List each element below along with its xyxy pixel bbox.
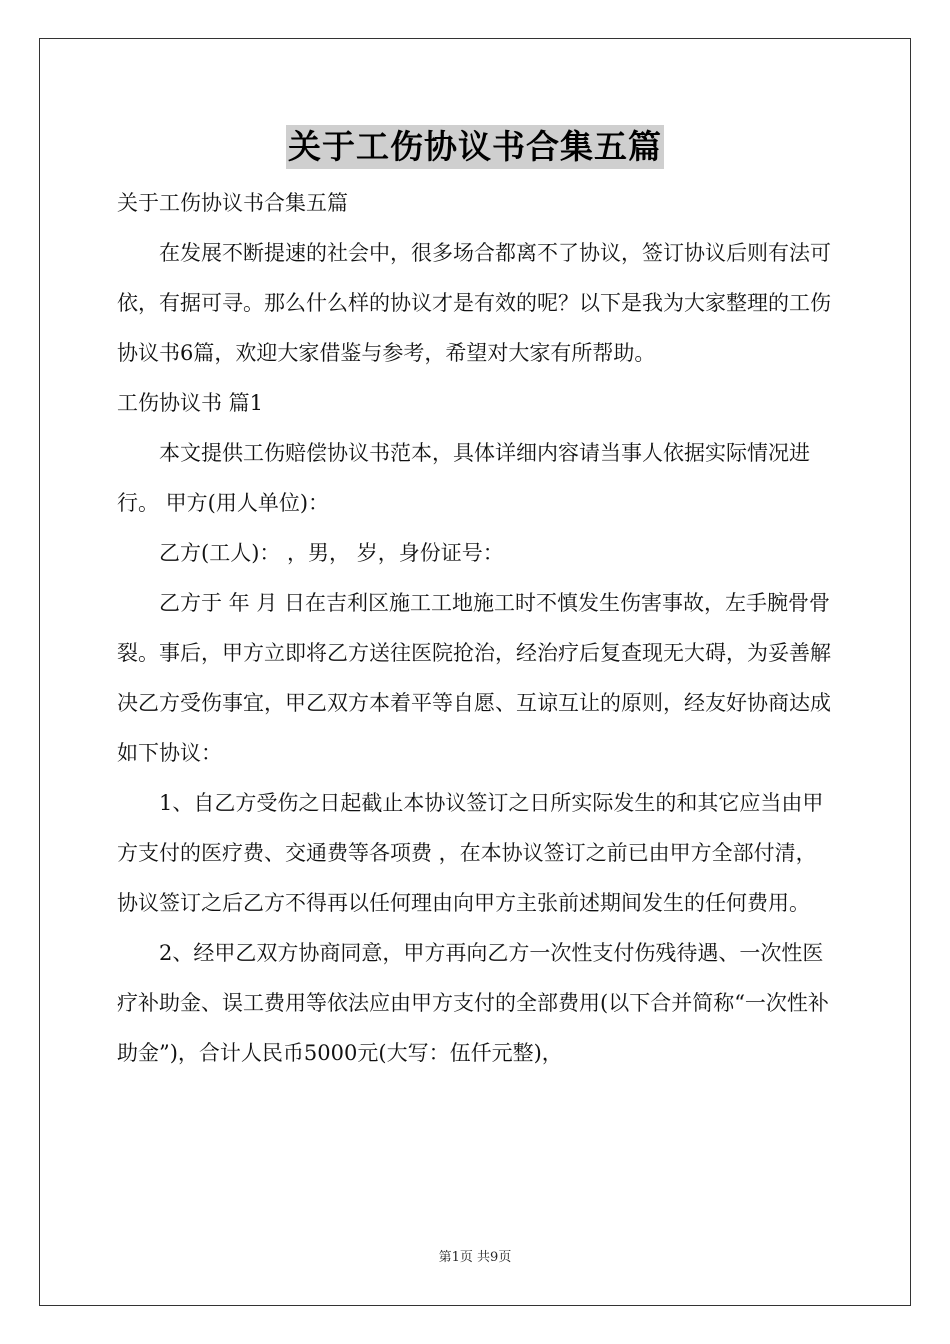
page-footer: 第1页 共9页 [438, 1250, 512, 1265]
paragraph-party-b: 乙方(工人)： ，男， 岁，身份证号： [159, 541, 504, 565]
paragraph-intro: 在发展不断提速的社会中，很多场合都离不了协议，签订协议后则有法可依，有据可寻。那么什么样的协议才是有效的呢？以下是我为大家整理的工伤协议书6篇，欢迎大家借鉴与参考，希望对大家有所帮助。 [117, 241, 831, 365]
document-title: 关于工伤协议书合集五篇 [286, 125, 664, 169]
title-container [0, 125, 950, 169]
paragraph-clause-2: 2、经甲乙双方协商同意，甲方再向乙方一次性支付伤残待遇、一次性医疗补助金、误工费用等依法应由甲方支付的全部费用(以下合并简称“一次性补助金”)，合计人民币5000元(大写：伍仟元整)， [117, 941, 829, 1065]
section-heading: 工伤协议书 篇1 [117, 391, 264, 415]
paragraph-incident: 乙方于 年 月 日在吉利区施工工地施工时不慎发生伤害事故，左手腕骨骨裂。事后，甲方立即将乙方送往医院抢治，经治疗后复查现无大碍，为妥善解决乙方受伤事宜，甲乙双方本着平等自愿、互谅互让的原则，经友好协商达成如下协议： [117, 591, 831, 765]
document-body [117, 178, 835, 1078]
paragraph-party-a: 本文提供工伤赔偿协议书范本，具体详细内容请当事人依据实际情况进行。 甲方(用人单位)： [117, 441, 810, 515]
document-subtitle: 关于工伤协议书合集五篇 [117, 191, 348, 215]
paragraph-clause-1: 1、自乙方受伤之日起截止本协议签订之日所实际发生的和其它应当由甲方支付的医疗费、交通费等各项费 ，在本协议签订之前已由甲方全部付清，协议签订之后乙方不得再以任何理由向甲方主张前述期间发生的任何费用。 [117, 791, 824, 915]
